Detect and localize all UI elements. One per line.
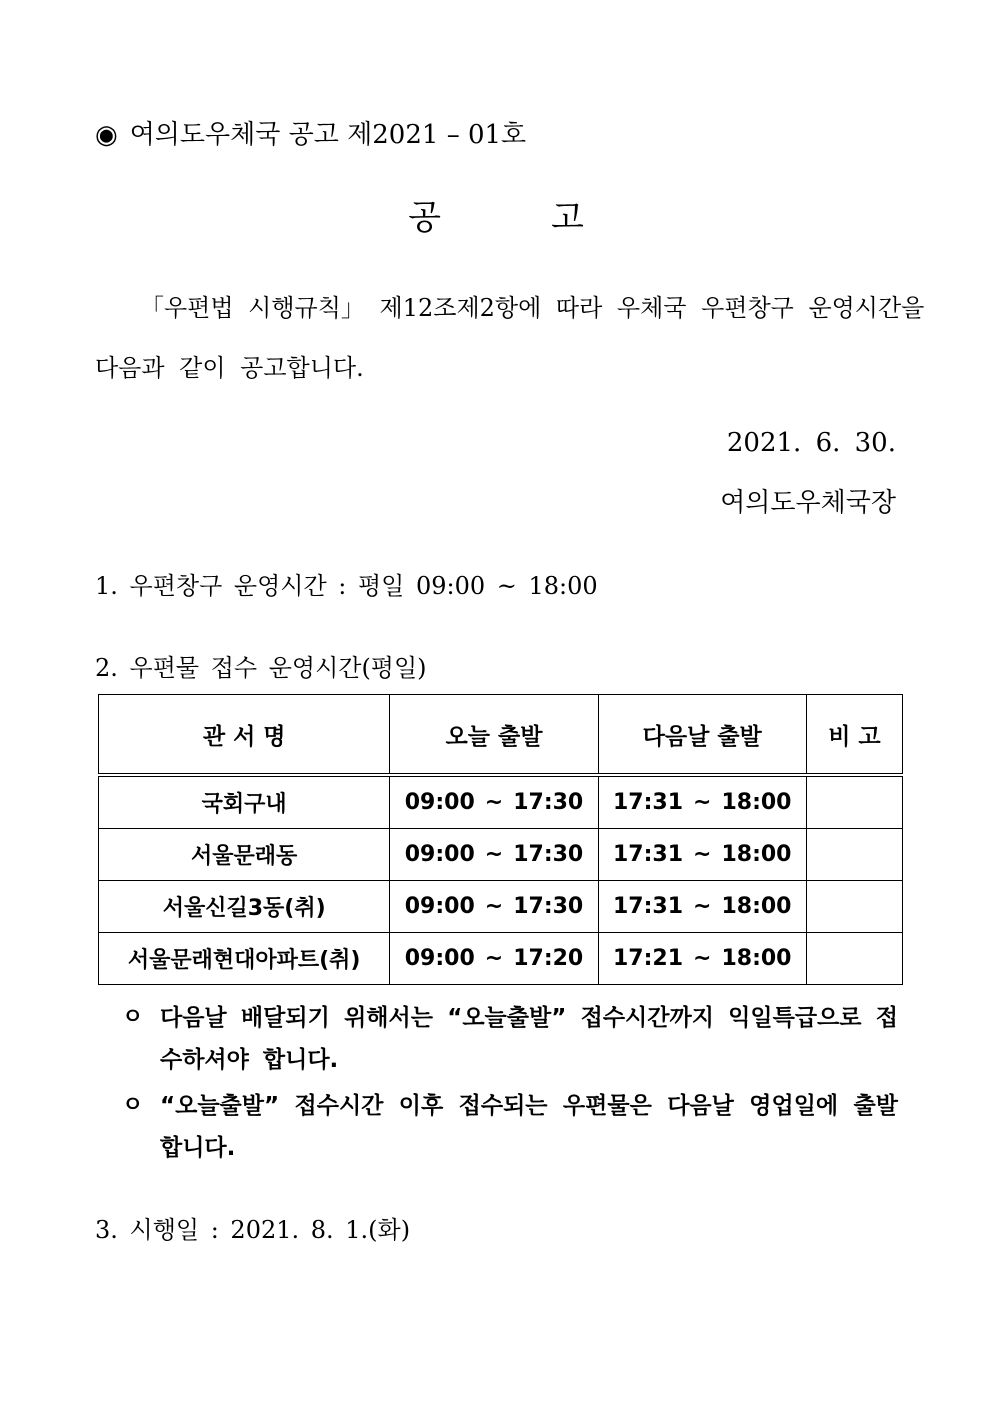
today-hours: 09:00 ~ 17:30 (390, 829, 598, 881)
title-char-1: 공 (408, 198, 441, 238)
circle-marker-icon: ㅇ (122, 1005, 144, 1030)
header-today: 오늘 출발 (390, 695, 598, 776)
today-hours: 09:00 ~ 17:30 (390, 881, 598, 933)
remarks-cell (806, 775, 902, 829)
next-day-hours: 17:21 ~ 18:00 (598, 933, 806, 985)
remarks-cell (806, 933, 902, 985)
office-name: 국회구내 (99, 775, 390, 829)
title-char-2: 고 (551, 198, 584, 238)
table-row (99, 829, 903, 881)
page-title (0, 190, 992, 239)
header-remarks: 비 고 (806, 695, 902, 776)
item-effective-date: 3. 시행일 : 2021. 8. 1.(화) (95, 1216, 411, 1244)
table-header-row (99, 695, 903, 776)
remarks-cell (806, 829, 902, 881)
circle-bullet-icon: ◉ (95, 120, 118, 150)
next-day-hours: 17:31 ~ 18:00 (598, 881, 806, 933)
next-day-hours: 17:31 ~ 18:00 (598, 775, 806, 829)
circle-marker-icon: ㅇ (122, 1093, 144, 1118)
note-text: “오늘출발” 접수시간 이후 접수되는 우편물은 다음날 영업일에 출발합니다. (160, 1093, 898, 1161)
item-window-hours: 1. 우편창구 운영시간 : 평일 09:00 ~ 18:00 (95, 572, 598, 600)
body-text-line-2: 다음과 같이 공고합니다. (95, 354, 364, 382)
table-row (99, 933, 903, 985)
item-mail-acceptance-hours: 2. 우편물 접수 운영시간(평일) (95, 654, 427, 682)
header-office: 관 서 명 (99, 695, 390, 776)
office-name: 서울신길3동(취) (99, 881, 390, 933)
notice-number (95, 114, 526, 151)
hours-table (98, 694, 903, 985)
signer: 여의도우체국장 (720, 488, 896, 518)
today-hours: 09:00 ~ 17:30 (390, 775, 598, 829)
notes-list (122, 997, 898, 1173)
notice-date: 2021. 6. 30. (726, 428, 896, 458)
next-day-hours: 17:31 ~ 18:00 (598, 829, 806, 881)
table-row (99, 775, 903, 829)
office-name: 서울문래동 (99, 829, 390, 881)
note-item (122, 1085, 898, 1169)
notice-number-text: 여의도우체국 공고 제2021 – 01호 (129, 120, 527, 150)
table-row (99, 881, 903, 933)
today-hours: 09:00 ~ 17:20 (390, 933, 598, 985)
remarks-cell (806, 881, 902, 933)
body-text-line-1: 「우편법 시행규칙」 제12조제2항에 따라 우체국 우편창구 운영시간을 (140, 294, 925, 322)
office-name: 서울문래현대아파트(취) (99, 933, 390, 985)
note-text: 다음날 배달되기 위해서는 “오늘출발” 접수시간까지 익일특급으로 접수하셔야 합니다. (160, 1005, 898, 1073)
header-next-day: 다음날 출발 (598, 695, 806, 776)
note-item (122, 997, 898, 1081)
